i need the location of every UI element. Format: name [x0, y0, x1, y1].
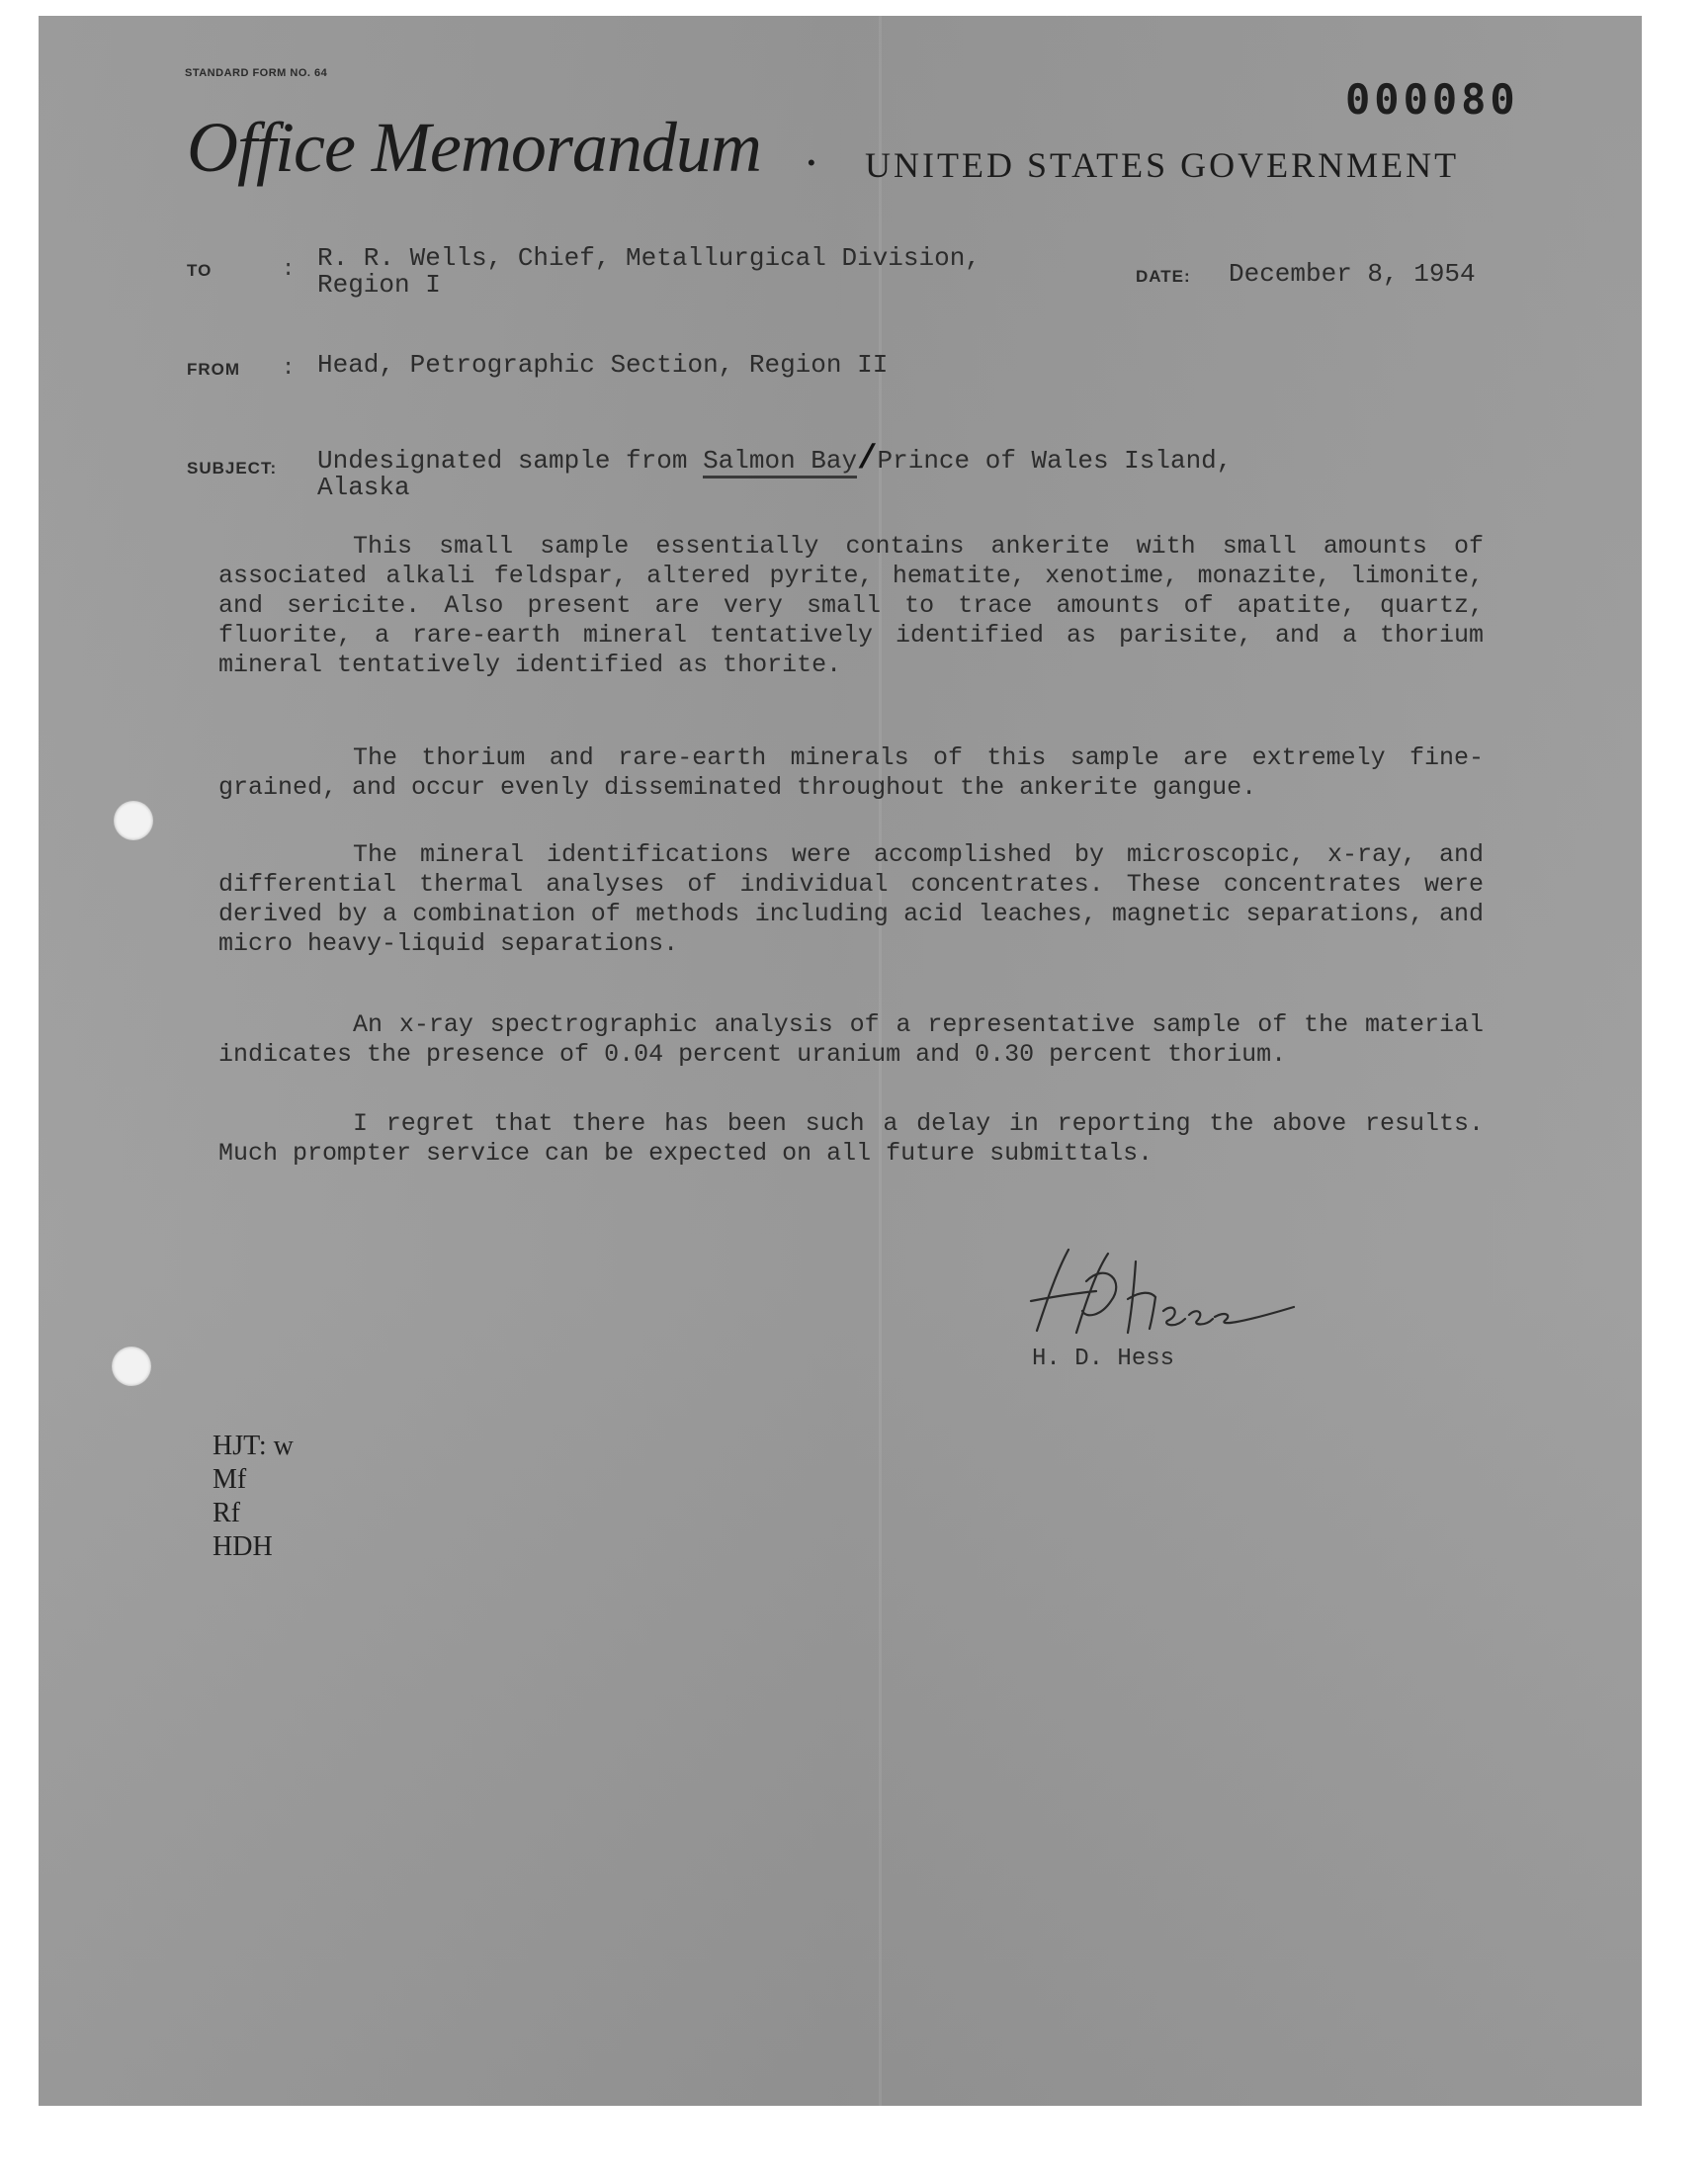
subject-line-1: [317, 441, 1233, 478]
to-line-2: Region I: [317, 270, 441, 300]
subject-slash-mark: /: [857, 441, 878, 478]
standard-form-label: STANDARD FORM NO. 64: [185, 67, 328, 79]
initials-line: HDH: [213, 1531, 273, 1562]
body-paragraph: I regret that there has been such a delay in reporting the above results. Much prompter service can be expected on all future submittals.: [218, 1109, 1484, 1168]
title-bullet: •: [808, 150, 815, 175]
document-number: 000080: [1345, 75, 1519, 124]
from-colon: :: [282, 356, 296, 381]
punch-hole-bottom: [112, 1347, 151, 1386]
subject-salmon-bay: Salmon Bay: [703, 446, 857, 478]
initials-line: HJT: w: [213, 1431, 294, 1461]
initials-line: Mf: [213, 1464, 247, 1495]
from-value: Head, Petrographic Section, Region II: [317, 350, 889, 380]
reference-initials: [213, 1430, 294, 1564]
date-label: DATE:: [1136, 267, 1191, 286]
subject-label: SUBJECT:: [187, 459, 278, 478]
signer-name: H. D. Hess: [1032, 1346, 1175, 1372]
from-label: FROM: [187, 360, 241, 379]
subject-line-2: Alaska: [317, 473, 410, 502]
to-line-1: R. R. Wells, Chief, Metallurgical Division,: [317, 243, 981, 273]
body-paragraph: The thorium and rare-earth minerals of this sample are extremely fine-grained, and occur evenly disseminated throughout the ankerite gangue.: [218, 743, 1484, 802]
subject-text-part2: Prince of Wales Island,: [877, 446, 1233, 476]
initials-line: Rf: [213, 1498, 240, 1528]
body-paragraph: This small sample essentially contains ankerite with small amounts of associated alkali feldspar, altered pyrite, hematite, xenotime, monazite, limonite, and sericite. Also present are very small to trace amounts of apatite, quartz, fluorite, a rare-earth mineral tentatively identified as parisite, and a thorium mineral tentatively identified as thorite.: [218, 532, 1484, 679]
body-paragraph: The mineral identifications were accomplished by microscopic, x-ray, and differential thermal analyses of individual concentrates. These concentrates were derived by a combination of methods including acid leaches, magnetic separations, and micro heavy-liquid separations.: [218, 840, 1484, 958]
punch-hole-top: [114, 801, 153, 840]
to-colon: :: [282, 257, 296, 282]
government-title: UNITED STATES GOVERNMENT: [865, 145, 1460, 185]
to-label: TO: [187, 261, 213, 280]
date-value: December 8, 1954: [1229, 259, 1476, 289]
memo-sheet: [39, 16, 1642, 2106]
handwritten-signature: [1017, 1242, 1314, 1350]
subject-text-part1: Undesignated sample from: [317, 446, 704, 476]
body-paragraph: An x-ray spectrographic analysis of a representative sample of the material indicates the presence of 0.04 percent uranium and 0.30 percent thorium.: [218, 1010, 1484, 1069]
memo-title: Office Memorandum: [187, 108, 761, 187]
